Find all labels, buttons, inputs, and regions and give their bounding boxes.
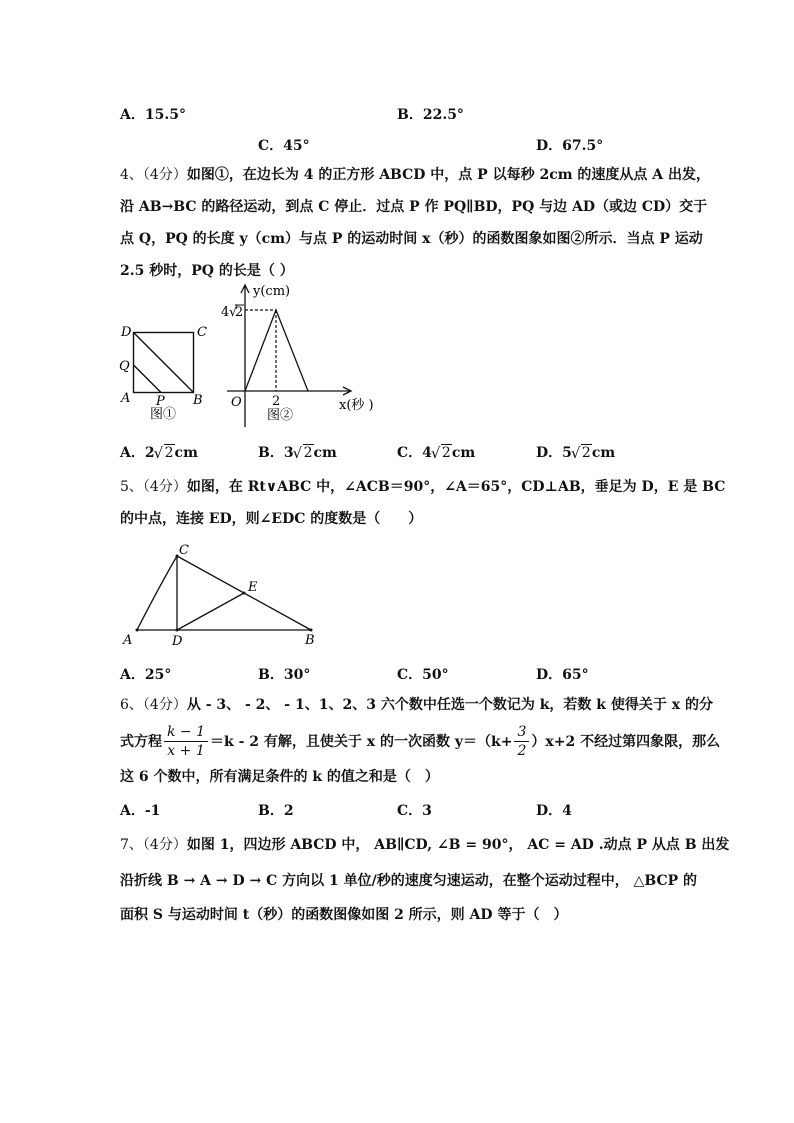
q6-option-b: B．2 xyxy=(258,803,294,819)
q3-option-b: B．22.5° xyxy=(397,107,464,123)
label-b: B xyxy=(305,633,315,648)
label-c: C xyxy=(197,325,207,340)
q4-figure-1-square xyxy=(115,320,215,420)
label-p: P xyxy=(156,394,165,409)
q3-option-c: C．45° xyxy=(258,138,310,154)
q6-number: 6、（4分） xyxy=(120,697,187,713)
q4-line-1: 4、（4分）如图①，在边长为 4 的正方形 ABCD 中，点 P 以每秒 2cm 的速度从点 A 出发， xyxy=(120,167,711,183)
q5-option-a: A．25° xyxy=(120,667,172,683)
fraction-3-over-2: $\frac{3}{2}$ xyxy=(514,723,529,760)
q6-line-3: 这 6 个数中，所有满足条件的 k 的值之和是（ ） xyxy=(120,769,439,785)
q5-line-2: 的中点，连接 ED，则∠EDC 的度数是（ ） xyxy=(120,511,423,527)
q3-option-a: A．15.5° xyxy=(120,107,186,123)
q5-option-c: C．50° xyxy=(397,667,449,683)
q4-line-3: 点 Q，PQ 的长度 y（cm）与点 P 的运动时间 x（秒）的函数图象如图②所示．当点 P 运动 xyxy=(120,231,703,247)
x-tick-2: 2 xyxy=(272,394,281,409)
q4-figure-2-graph xyxy=(215,280,380,430)
label-d: D xyxy=(172,634,183,649)
q5-option-d: D．65° xyxy=(536,667,589,683)
q7-line-3: 面积 S 与运动时间 t（秒）的函数图像如图 2 所示，则 AD 等于（ ） xyxy=(120,907,568,923)
q6-line-1: 6、（4分）从 - 3、 - 2、 - 1、1、2、3 六个数中任选一个数记为 k，若数 k 使得关于 x 的分 xyxy=(120,697,713,713)
q7-number: 7、（4分） xyxy=(120,837,187,853)
label-d: D xyxy=(121,325,132,340)
peak-y-rad: 2 xyxy=(235,305,244,320)
q6-option-a: A．-1 xyxy=(120,803,161,819)
origin-label: O xyxy=(231,395,242,410)
peak-y-coef: 4 xyxy=(221,305,230,320)
sqrt-sign: √ xyxy=(229,305,238,320)
figure-1-caption: 图① xyxy=(150,407,177,420)
q5-option-b: B．30° xyxy=(258,667,311,683)
label-b: B xyxy=(193,393,203,408)
q6-option-c: C．3 xyxy=(397,803,432,819)
label-q: Q xyxy=(119,359,130,374)
q4-number: 4、（4分） xyxy=(120,167,187,183)
y-axis-label: y(cm) xyxy=(253,284,291,299)
q3-option-d: D．67.5° xyxy=(536,138,604,154)
q7-line-1: 7、（4分）如图 1，四边形 ABCD 中， AB∥CD, ∠B = 90°， AC = AD .动点 P 从点 B 出发 xyxy=(120,837,730,853)
q5-triangle-figure xyxy=(110,540,330,650)
q4-option-c: C．4 √ 2cm xyxy=(397,442,475,462)
label-c: C xyxy=(179,543,189,558)
fraction-k-minus-1-over-x-plus-1: $\frac{k - 1}{x + 1}$ xyxy=(164,723,208,760)
q5-line-1: 5、（4分）如图，在 Rt∨ABC 中，∠ACB＝90°，∠A＝65°，CD⊥AB，垂足为 D，E 是 BC xyxy=(120,479,726,495)
figure-2-caption: 图② xyxy=(267,408,294,423)
q5-number: 5、（4分） xyxy=(120,479,187,495)
q4-line-4: 2.5 秒时，PQ 的长是（ ） xyxy=(120,263,294,279)
q6-option-d: D．4 xyxy=(536,803,572,819)
x-axis-label: x(秒 ) xyxy=(339,398,374,413)
q4-line-2: 沿 AB→BC 的路径运动，到点 C 停止．过点 P 作 PQ∥BD，PQ 与边 AD（或边 CD）交于 xyxy=(120,199,708,215)
label-e: E xyxy=(248,580,258,595)
q4-option-b: B．3 √ 2cm xyxy=(258,442,337,462)
q7-line-2: 沿折线 B → A → D → C 方向以 1 单位/秒的速度匀速运动，在整个运动过程中， △BCP 的 xyxy=(120,873,698,889)
label-a: A xyxy=(123,633,133,648)
label-a: A xyxy=(121,391,131,406)
q6-line-2: 式方程 $\frac{k - 1}{x + 1}$ ＝k - 2 有解，且使关于 x 的一次函数 y＝（k+ $\frac{3}{2}$ ）x+2 不经过第四象限，那么 xyxy=(120,724,721,759)
q4-option-a: A．2 √ 2cm xyxy=(120,442,198,462)
q4-option-d: D．5 √ 2cm xyxy=(536,442,615,462)
